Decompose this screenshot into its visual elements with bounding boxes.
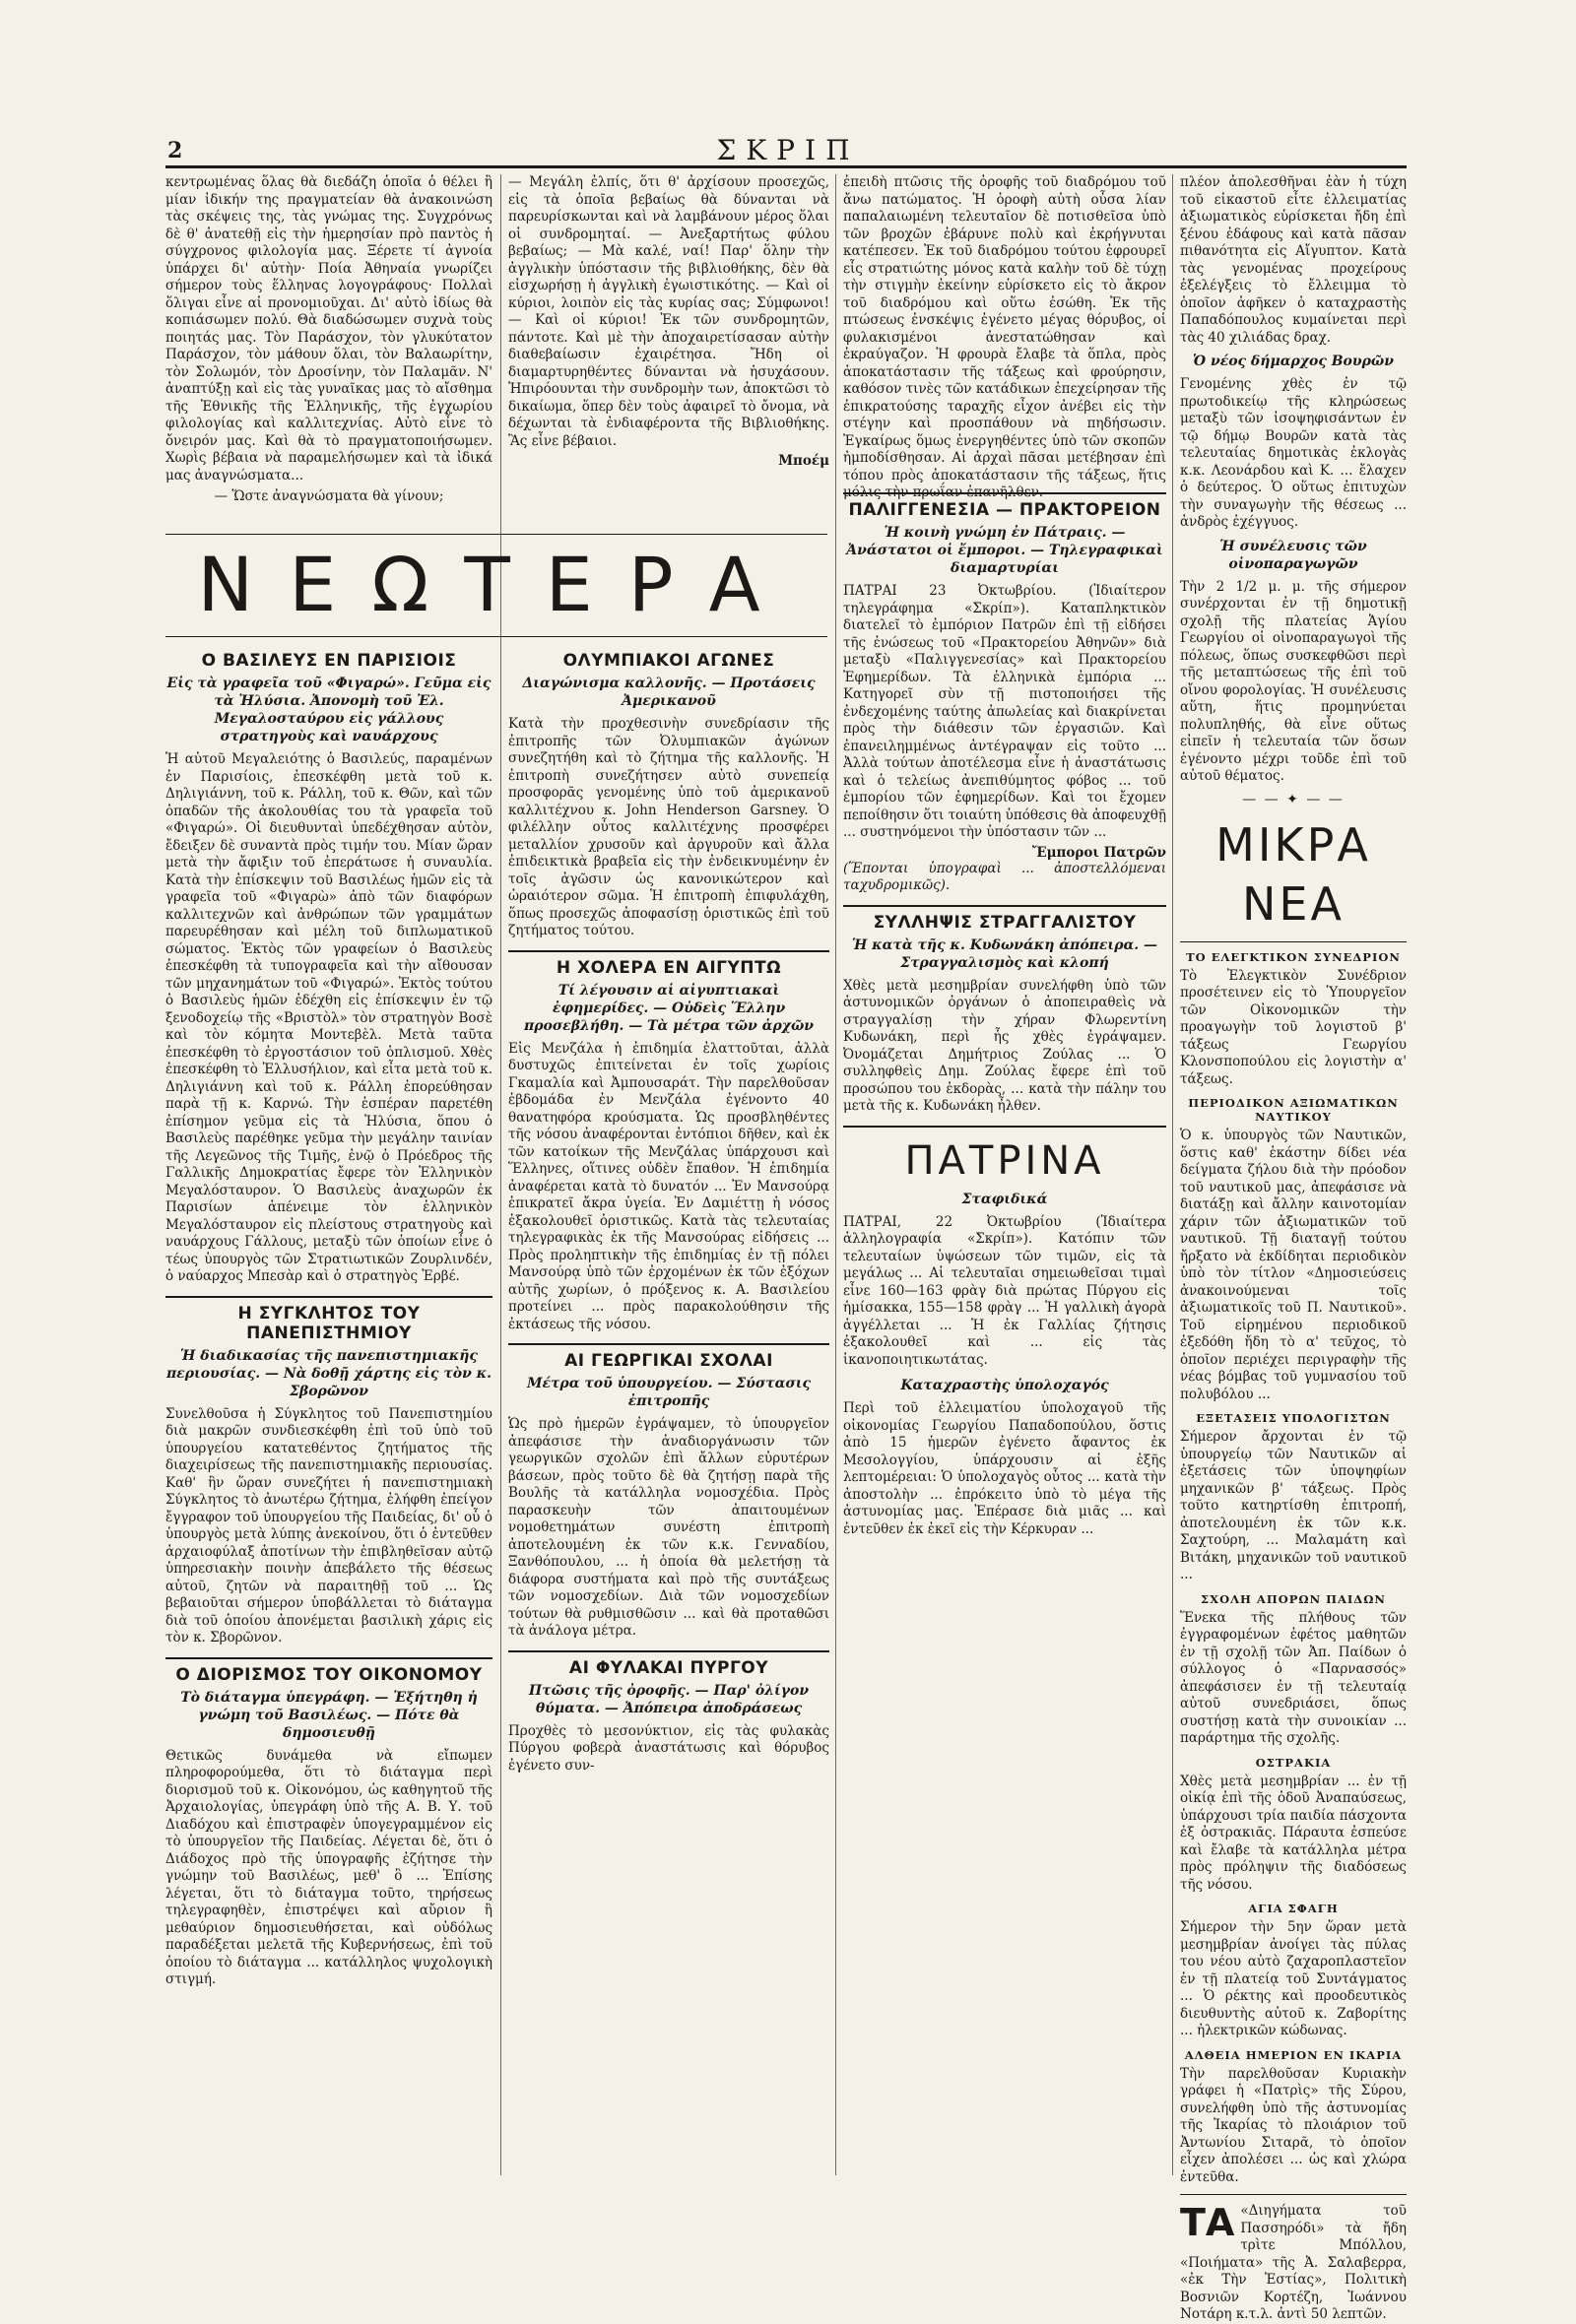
article-body: Συνελθοῦσα ἡ Σύγκλητος τοῦ Πανεπιστημίου διὰ μακρῶν συνδιεσκέφθη ἐπὶ τοῦ ὑπὸ τοῦ ὑπουργείου κατατεθέντος ζητήματος τῆς διαχειρίσεως τῆς πανεπιστημιακῆς περιουσίας. Καθ' ἣν ὥραν συνεζήτει ἡ πανεπιστημιακὴ Σύγκλητος τὸ ἀνωτέρω ζήτημα, ἐλήφθη ἐπείγον ἔγγραφον τοῦ ὑπουργείου τῆς Παιδείας, δι' οὗ ὁ ὑπουργὸς μετὰ λύπης ἀνεκοίνου, ὅτι ὁ ἐντεῦθεν ἀρχαιοφύλαξ ἀποτίνων τὴν ἐπιβληθεῖσαν αὐτῷ ὑπηρεσιακὴν ποινὴν ἀπεβάλετο τῆς θέσεως αὐτοῦ, ζητῶν νὰ παραιτηθῇ τοῦ ... Ὡς βεβαιοῦται σήμερον ὑποβάλλεται τὸ διάταγμα διὰ τοῦ ὁποίου ἀπονέμεται βασιλικὴ χάρις εἰς τὸν κ. Σβορῶνον. — [165, 1405, 492, 1646]
page-number: 2 — [167, 138, 183, 163]
top-continued-col1 — [165, 174, 492, 524]
advertisement — [1180, 2203, 1407, 2324]
item-heading: ΠΕΡΙΟΔΙΚΟΝ ΑΞΙΩΜΑΤΙΚΩΝ ΝΑΥΤΙΚΟΥ — [1188, 1096, 1399, 1124]
item-heading: ΟΣΤΡΑΚΙΑ — [1255, 1755, 1332, 1770]
column-3 — [843, 483, 1166, 2176]
article-body: ΠΑΤΡΑΙ, 22 Ὀκτωβρίου (Ἰδιαίτερα ἀλληλογραφία «Σκρίπ»). Κατόπιν τῶν τελευταίων ὑψώσεων τῶν τιμῶν, εἰς τὰ μεγάλως ... Αἱ τελευταῖαι σημειωθεῖσαι τιμαὶ εἶνε 160—163 φρὰγ διὰ πρώτας Πύργου εἰς ἡμίσακκα, 155—158 φρὰγ ... Ἡ γαλλικὴ ἀγορὰ ἀγγέλλεται ... Ἡ ἐκ Γαλλίας ζήτησις ἐξακολουθεῖ καὶ ... εἰς τὰς ἱκανοποιητικωτάτας. — [843, 1213, 1166, 1368]
section-rule — [843, 1126, 1166, 1128]
section-rule — [508, 950, 829, 952]
signature: Μποέμ — [778, 453, 829, 469]
column-divider — [835, 174, 836, 2175]
banner-title: ΝΕΩΤΕΡΑ — [197, 541, 796, 628]
article-body: Γενομένης χθὲς ἐν τῷ πρωτοδικείῳ τῆς κληρώσεως μεταξὺ τῶν ἰσοψηφισάντων ἐν τῷ δήμῳ Βουρῶν κατὰ τὰς τελευταίας δημοτικὰς ἐκλογὰς κ.κ. Λεονάρδου καὶ Κ. ... ἔλαχεν ὁ δεύτερος. Ὁ οὕτως ἐπιτυχὼν τὴν συναγωγὴν τῆς θέσεως ... ἀνδρὸς ἐχέγγυος. — [1180, 376, 1407, 530]
item-body: Τὴν παρελθοῦσαν Κυριακὴν γράφει ἡ «Πατρὶς» τῆς Σύρου, συνελήφθη ὑπὸ τῆς ἀστυνομίας τῆς Ἰκαρίας τὸ πλοιάριον τοῦ Ἀντωνίου Σιταρᾶ, τὸ ὁποῖον εἶχεν ἀπολέσει ... ὡς καὶ χλώρα ἐντεῦθα. — [1180, 2065, 1407, 2185]
item-heading: ΣΧΟΛΗ ΑΠΟΡΩΝ ΠΑΙΔΩΝ — [1201, 1591, 1386, 1606]
article-body: ΠΑΤΡΑΙ 23 Ὀκτωβρίου. (Ἰδιαίτερον τηλεγράφημα «Σκρίπ»). Καταπληκτικὸν διατελεῖ τὸ ἐμπόριον Πατρῶν ἐπὶ τῇ εἰδήσει τῆς ἐνώσεως τοῦ «Πρακτορείου Ἀθηνῶν» διὰ μεταξὺ «Παλιγγενεσίας» καὶ Πρακτορείου Ἐφημερίδων. Τὰ ἐλληνικὰ ἐμπόρια ... Κατηγορεῖ σὺν τῇ πιστοποιήσει τῆς ἐνδεχομένης ταύτης ἀπωλείας καὶ διακρίνεται πρὸς τὴν διάθεσιν τῶν ἐργασιῶν. Καὶ ἐπανειλημμένως ἀντέγραψαν εἰς τοῦτο ... Ἀλλὰ τούτων ἀποτέλεσμα εἶνε ἡ ἀναστάτωσις καὶ ὁ τελείως ἀνεπιθύμητος φόβος ... τοῦ ἐμπορίου τῶν ἐφημερίδων. Καὶ τοι ἔχομεν πεποίθησιν ὅτι τοιαύτη ὑπόθεσις θὰ ἀποφευχθῇ ... συστηνόμενοι τὴν ὑπόστασιν τῶν ... — [843, 583, 1167, 840]
article-body: Τὴν 2 1/2 μ. μ. τῆς σήμερον συνέρχονται ἐν τῇ δημοτικῇ σχολῇ τῆς πλατείας Ἁγίου Γεωργίου οἱ οἰνοπαραγωγοὶ τῆς πόλεως, ὅπως συσκεφθῶσι περὶ τῆς μεταπτώσεως τῆς ἐπὶ τοῦ οἴνου φορολογίας. Ἡ συνέλευσις αὕτη, ἥτις προμηνύεται πολυπληθής, θὰ εἶνε οὕτως εἰπεῖν ἡ τελευταία τῶν ὅσων ἐγένοντο μέχρι τοῦδε ἐπὶ τοῦ αὐτοῦ θέματος. — [1180, 578, 1407, 784]
section-rule — [508, 1650, 829, 1652]
article-note: (Ἕπονται ὑπογραφαὶ ... ἀποστελλόμεναι ταχυδρομικῶς). — [843, 860, 1166, 893]
section-rule — [843, 905, 1166, 907]
ad-drop-cap: ΤΑ — [1180, 2201, 1235, 2244]
section-rule — [165, 1657, 492, 1659]
continued-text: κεντρωμένας ὅλας θὰ διεδάζη ὁποῖα ὁ θέλει ἢ μίαν ἰδικήν της πραγματείαν θὰ ἀνακοινώση τὰς σκέψεις της, τὰς γνώμας της. Συγχρόνως δὲ θ' ἀνατεθῇ εἰς τὴν ἡμερησίαν πρὸ παντὸς ἡ σύγχρονος φιλολογία μας. Ξέρετε τί ἀγνοία ὑπάρχει δι' αὐτὴν· Ποία Ἀθηναία γνωρίζει σήμερον τοὺς ἕλληνας λογογράφους· Πολλαὶ ὅλιγαι εἶνε αἱ προνομιοῦχαι. Δι' αὐτὸ ἰδίως θὰ κοπιάσωμεν πολύ. Θὰ διαδώσωμεν συχνὰ τοὺς ποιητάς μας. Τὸν Παράσχον, τὸν γλυκύτατον Παράσχον, τὸν μάθουν ὅλαι, τὸν Βαλαωρίτην, τὸν Σολωμόν, τὸν Δροσίνην, τὸν Παλαμᾶν. Ν' ἀναπτύξῃ καὶ εἰς τὰς γυναῖκας μας τὸ αἴσθημα τῆς Ἐθνικῆς τῆς Ἑλληνικῆς, τῆς ἐγχωρίου φιλολογίας καὶ καλλιτεχνίας. Αὐτὸ εἶνε τὸ ὄνειρόν μας. Καὶ θὰ τὸ πραγματοποιήσωμεν. Χωρὶς βέβαια νὰ παραμελήσωμεν καὶ τὰ ἰδικά μας ἀναγνώσματα... — [165, 174, 492, 484]
item-body: Τὸ Ἐλεγκτικὸν Συνέδριον προσέτεινεν εἰς τὸ Ὑπουργεῖον τῶν Οἰκονομικῶν τὴν προαγωγὴν τοῦ λογιστοῦ β' τάξεως Γεωργίου Κλονσποπούλου εἰς λογιστὴν α' τάξεως. — [1180, 967, 1407, 1087]
header-rule — [165, 165, 1407, 168]
article-body: Περὶ τοῦ ἐλλειματίου ὑπολοχαγοῦ τῆς οἰκονομίας Γεωργίου Παπαδοπούλου, ὅστις ἀπὸ 15 ἡμερῶν ἐγένετο ἄφαντος ἐκ Μεσολογγίου, ὑπάρχουσιν αἱ ἑξῆς λεπτομέρειαι: Ὁ ὑπολοχαγὸς οὗτος ... κατὰ τὴν ἀποστολὴν ... ἐπρόκειτο ὑπὸ τὸ μέγα τῆς ἀστυνομίας μας. Ἐπέρασε διὰ μιᾶς ... καὶ ἐντεῦθεν ἐκ ἐκεῖ εἰς τὴν Κέρκυραν ... — [843, 1400, 1166, 1537]
item-body: Ὁ κ. ὑπουργὸς τῶν Ναυτικῶν, ὅστις καθ' ἑκάστην δίδει νέα δείγματα ζήλου διὰ τὴν πρόοδον τοῦ ναυτικοῦ μας, ἀπεφάσισε νὰ διατάξῃ καὶ ἄλλην καινοτομίαν χάριν τῶν ἀξιωματικῶν τοῦ ναυτικοῦ. Τῇ διαταγῇ τούτου ἤρξατο νὰ ἐκδίδηται περιοδικὸν ὑπὸ τὸν τίτλον «Δημοσιεύσεις ἀνακοινούμεναι τοῖς ἀξιωματικοῖς τοῦ Π. Ναυτικοῦ». Τοῦ εἰρημένου περιοδικοῦ ἐξεδόθη ἤδη τὸ α' τεῦχος, τὸ ὁποῖον περιέχει περιγραφὴν τῆς νέας βόμβας τοῦ γυμνασίου τοῦ πολυβόλου ... — [1180, 1128, 1407, 1402]
news-banner — [165, 530, 827, 640]
article-body: Χθὲς μετὰ μεσημβρίαν συνελήφθη ὑπὸ τῶν ἀστυνομικῶν ὀργάνων ὁ ἀποπειραθεὶς νὰ στραγγαλίσῃ τὴν χήραν Φλωρεντίνη Κυδωνάκη, περὶ ἧς χθὲς ἐγράψαμεν. Ὀνομάζεται Δημήτριος Ζούλας ... Ὁ συλληφθεὶς Δημ. Ζούλας ἔφερε ἐπὶ τοῦ προσώπου του ἐκδορὰς, ... κατὰ τὴν πάλην του μετὰ τῆς κ. Κυδωνάκη ἦλθεν. — [843, 977, 1166, 1114]
article-subheading: Ὁ νέος δήμαρχος Βουρῶν — [1193, 354, 1394, 369]
article-body: Κατὰ τὴν προχθεσινὴν συνεδρίασιν τῆς ἐπιτροπῆς τῶν Ὀλυμπιακῶν ἀγώνων συνεζητήθη καὶ τὸ ζήτημα τῆς καλλονῆς. Ἡ ἐπιτροπὴ συνεζήτησεν αὐτὸ συνεπείᾳ προσφορᾶς γενομένης ὑπὸ τοῦ ἀμερικανοῦ καλλιτέχνου κ. John Henderson Garsney. Ὁ φιλέλλην οὗτος καλλιτέχνης προσφέρει μεταλλίον χρυσοῦν καὶ ἀργυροῦν καὶ ἄλλα ἐπιδεικτικὰ βραβεῖα εἰς τὴν ἐνδεικνυμένην ἐν τοῖς ἀγῶσιν ὡς κανονικώτερον καὶ ὡραιότερον σῶμα. Ἡ ἐπιτροπὴ ἐπιφυλάχθη, ὅπως προσεχῶς ἀποφασίσῃ ὁριστικῶς ἐπὶ τοῦ ζητήματος τούτου. — [508, 716, 829, 938]
ornament-divider: — — ✦ — — — [1242, 791, 1345, 807]
masthead: ΣΚΡΙΠ — [716, 134, 860, 166]
page-header — [0, 0, 1576, 172]
item-heading: ΑΛΘΕΙΑ ΗΜΕΡΙΟΝ ΕΝ ΙΚΑΡΙΑ — [1184, 2047, 1403, 2062]
ad-text: «Διηγήματα τοῦ Πασσηρόδι» τὰ ἤδη τρὶτε Μπόλλου, «Ποιήματα» τῆς Ἀ. Σαλαβερρα, «ἐκ Τὴν Ἐστίας», Πολιτικὴ Βοσνιῶν Κορτέζη, Ἰωάννου Νοτάρη κ.τ.λ. ἀντὶ 50 λεπτῶν. — [1180, 2203, 1407, 2322]
article-subheading: Ἡ συνέλευσις τῶν οἰνοπαραγωγῶν — [1219, 538, 1367, 572]
article-subheading: Σταφιδικά — [961, 1191, 1048, 1207]
top-continued-col2 — [508, 174, 829, 524]
section-rule — [1180, 2194, 1407, 2195]
article-heading: Ο ΔΙΟΡΙΣΜΟΣ ΤΟΥ ΟΙΚΟΝΟΜΟΥ — [175, 1664, 483, 1685]
article-subheading: Μέτρα τοῦ ὑπουργείου. — Σύστασις ἐπιτροπῆς — [526, 1376, 811, 1409]
article-body: πλέον ἀπολεσθῆναι ἐὰν ἡ τύχη τοῦ εἰκαστοῦ εἶτε ἐλλειματίας ἀξιωματικὸς εὑρίσκεται ἤδη ἐπὶ ξένου ἐδάφους καὶ κατὰ πᾶσαν πιθανότητα εἰς Αἴγυπτον. Κατὰ τὰς γενομένας προχείρους ἐξελέγξεις τὸ ἔλλειμμα τὸ ὁποῖον ἀφῆκεν ὁ καταχραστὴς Παπαδόπουλος κυμαίνεται περὶ τὰς 40 χιλιάδας δραχ. — [1180, 174, 1407, 346]
continued-text: ἐπειδὴ πτῶσις τῆς ὀροφῆς τοῦ διαδρόμου τοῦ ἄνω πατώματος. Ἡ ὀροφὴ αὐτὴ οὖσα λίαν παπαλαιωμένη τελευταῖον δὲ ποτισθεῖσα ὑπὸ τῶν βροχῶν ἐβάρυνε πολὺ καὶ ἐκρήγνυται κατέπεσεν. Ἐκ τοῦ διαδρόμου τούτου ἐφρουρεῖ εἷς στρατιώτης μόνος κατὰ καλὴν τοῦ δὲ τύχῃ τὴν στιγμὴν ἐκείνην εὑρίσκετο εἰς τὸ ἄκρον τοῦ διαδρόμου καὶ οὕτω ἐσώθη. Ἐκ τῆς πτώσεως ἐνσκέψις ἐγένετο μέγας θόρυβος, οἱ φυλακισμένοι ἀνεστατώθησαν καὶ ἐκραύγαζον. Ἡ φρουρὰ ἔλαβε τὰ ὅπλα, πρὸς ἀποκατάστασιν τῆς τάξεως καὶ φρούρησιν, καθόσον τινὲς τῶν κατάδικων ἐπεχείρησαν τῆς ἐπικρατούσης ταραχῆς εἶχον ἀνέβει εἰς τὴν στέγην καὶ προσπάθουν νὰ πηδήσωσιν. Ἐγκαίρως ὅμως ἐνεργηθέντες ὑπὸ τῶν σκοπῶν ἠμποδίσθησαν. Αἱ ἀρχαὶ πᾶσαι μετέβησαν ἐπὶ τόπου πρὸς ἀποκατάστασιν τῆς τάξεως, ἥτις μόλις τὴν πρωΐαν ἐπανῆλθεν. — [843, 174, 1166, 500]
column-divider — [500, 174, 501, 2175]
item-body: Σήμερον τὴν 5ην ὥραν μετὰ μεσημβρίαν ἀνοίγει τὰς πύλας του νέου αὐτὸ ζαχαροπλαστεῖον ἐν τῇ πλατείᾳ τοῦ Συντάγματος ... Ὁ ρέκτης καὶ προοδευτικὸς διευθυντὴς αὐτοῦ κ. Ζαβορίτης ... ἠλεκτρικῶν κώδωνας. — [1180, 1919, 1407, 2038]
article-subheading: Ἡ κοινὴ γνώμη ἐν Πάτραις. — Ἀνάστατοι οἱ ἔμποροι. — Τηλεγραφικαὶ διαμαρτυρίαι — [846, 525, 1163, 576]
article-subheading: Τὸ διάταγμα ὑπεγράφη. — Ἐξήτηθη ἡ γνώμη τοῦ Βασιλέως. — Πότε θὰ δημοσιευθῇ — [180, 1689, 478, 1741]
column-1 — [165, 645, 492, 2176]
article-body: Ὡς πρὸ ἡμερῶν ἐγράψαμεν, τὸ ὑπουργεῖον ἀπεφάσισε τὴν ἀναδιοργάνωσιν τῶν γεωργικῶν σχολῶν ἐπὶ ἄλλων εὐρυτέρων βάσεων, πρὸς τοῦτο δὲ θὰ ζητήσῃ παρὰ τῆς Βουλῆς τὰ κατάλληλα νομοσχέδια. Πρὸς παρασκευὴν τῶν ἀπαιτουμένων νομοθετημάτων συνέστη ἐπιτροπὴ ἀποτελουμένη ἐκ τῶν κ.κ. Γενναδίου, Ξανθόπουλου, ... ἡ ὁποία θὰ μελετήσῃ τὰ διάφορα συστήματα καὶ πρὸ τῆς συντάξεως τῶν νομοσχεδίων. Διὰ τῶν νομοσχεδίων τούτων θὰ ρυθμισθῶσιν ... καὶ θὰ προταθῶσι τὰ ἀνάλογα μέτρα. — [508, 1416, 829, 1639]
article-heading: Ο ΒΑΣΙΛΕΥΣ ΕΝ ΠΑΡΙΣΙΟΙΣ — [201, 651, 457, 671]
item-body: Χθὲς μετὰ μεσημβρίαν ... ἐν τῇ οἰκίᾳ ἐπὶ τῆς ὁδοῦ Ἀναπαύσεως, ὑπάρχουσι τρία παιδία πάσχοντα ἐξ ὀστρακιᾶς. Πάραυτα ἐσπεύσε καὶ ἔλαβε τὰ κατάλληλα μέτρα πρὸς πρόληψιν τῆς διαδόσεως τῆς νόσου. — [1180, 1773, 1407, 1893]
banner-rule-bottom — [165, 636, 827, 637]
article-heading: ΣΥΛΛΗΨΙΣ ΣΤΡΑΓΓΑΛΙΣΤΟΥ — [873, 912, 1137, 933]
article-subheading: Εἰς τὰ γραφεῖα τοῦ «Φιγαρώ». Γεῦμα εἰς τὰ Ἠλύσια. Ἀπονομὴ τοῦ Ἐλ. Μεγαλοσταύρου εἰς γάλλους στρατηγοὺς καὶ ναυάρχους — [166, 676, 492, 744]
article-subheading: Διαγώνισμα καλλονῆς. — Προτάσεις Ἀμερικανοῦ — [522, 676, 816, 709]
continued-text-end: — Ὥστε ἀναγνώσματα θὰ γίνουν; — [214, 488, 444, 504]
item-heading: ΤΟ ΕΛΕΓΚΤΙΚΟΝ ΣΥΝΕΔΡΙΟΝ — [1186, 949, 1401, 964]
article-body: Εἰς Μενζάλα ἡ ἐπιδημία ἐλαττοῦται, ἀλλὰ δυστυχῶς ἐπιτείνεται ἐν τοῖς χωρίοις Γκαμαλία καὶ Ἀμπουσαράτ. Τὴν παρελθοῦσαν ἑβδομάδα ἐν Μενζάλα ἐγένοντο 40 θανατηφόρα κρούσματα. Ὡς προσβληθέντες τῆς νόσου ἀναφέρονται ἐντόπιοι δῆθεν, καὶ ἐκ τῶν κατοίκων τῆς Μενζάλας ὑπάρχουσι καὶ Ἕλληνες, οἵτινες οὐδὲν ἔπαθον. Ἡ ἐπιδημία ἀναφέρεται κατὰ τὸ δυνατόν ... Ἐν Μανσούρᾳ ἐπικρατεῖ ἄκρα ὑγεία. Ἐν Δαμιέττῃ ἡ νόσος ἐξακολουθεῖ ὁριστικῶς. Κατὰ τὰς τελευταίας τηλεγραφικὰς ἐκ τῆς Μανσούρας εἰδήσεις ... Πρὸς προληπτικὴν τῆς ἐπιδημίας ἐν τῇ πόλει Μανσούρᾳ ὑπὸ τῶν ἐρχομένων ἐκ τῶν ἐξόχων αὐτῆς χωρίων, ὁ πρόξενος κ. Α. Βασιλείου προτείνει ... πρὸς παρακολούθησιν τῆς ἐκτάσεως τῆς νόσου. — [508, 1040, 829, 1332]
column-divider — [1172, 174, 1173, 2175]
item-body: Σήμερον ἄρχονται ἐν τῷ ὑπουργείῳ τῶν Ναυτικῶν αἱ ἐξετάσεις τῶν ὑποψηφίων μηχανικῶν β' τάξεως. Πρὸς τοῦτο κατηρτίσθη ἐπιτροπή, ἀποτελουμένη ἐκ τῶν κ.κ. Σαχτούρη, ... Μαλαμάτη καὶ Βιτάκη, μηχανικῶν τοῦ ναυτικοῦ ... — [1180, 1429, 1407, 1582]
article-body: Ἡ αὐτοῦ Μεγαλειότης ὁ Βασιλεύς, παραμένων ἐν Παρισίοις, ἐπεσκέφθη μετὰ τοῦ κ. Δηλιγιάννη, τοῦ κ. Ράλλη, τοῦ κ. Θῶν, καὶ τῶν ὀπαδῶν τῆς ἀκολουθίας του τὰ γραφεῖα τοῦ «Φιγαρώ». Οἱ διευθυνταὶ ὑπεδέχθησαν αὐτὸν, ἔδειξεν δὲ συναντὰ πρὸς τιμήν του. Μίαν ὥραν μετὰ τὴν ἄφιξιν τοῦ ἐπεράτωσε ἡ συναυλία. Κατὰ τὴν ἐπίσκεψιν τοῦ Βασιλέως ἡμῶν εἰς τὰ γραφεῖα τοῦ «Φιγαρὼ» ἀπὸ τῶν διαφόρων καλλιτεχνῶν καὶ ἀνθρώπων τῶν γραμμάτων παρευρέθησαν καὶ μέλη τοῦ διπλωματικοῦ σώματος. Ἐκτὸς τῶν γραφείων ὁ Βασιλεὺς ἐπεσκέφθη τὰ τυπογραφεῖα καὶ τὴν αἴθουσαν τῶν μηχανημάτων τοῦ «Φιγαρώ». Ἐκτὸς τούτου ὁ Βασιλεὺς ἡμῶν ἐδέχθη εἰς ἐπίσκεψιν ἐν τῷ ξενοδοχείῳ τῆς «Βριστὸλ» τὸν στρατηγὸν Βοσὲ καὶ τὸν κόμητα Μοντεβὲλ. Μετὰ ταῦτα ἐπεσκέφθη τὸ ἐργοστάσιον τοῦ ὁπλισμοῦ. Χθὲς ἐπεσκέφθη τὸ Ἐλλυσήλιον, καὶ εἶτα μετὰ τοῦ κ. Δηλιγιάννη καὶ τοῦ κ. Ράλλη ἐπορεύθησαν παρὰ τῇ κ. Καρνώ. Τὴν ἑσπέραν παρετέθη ἐπίσημον γεῦμα εἰς τὰ Ἠλύσια, ὅπου ὁ Βασιλεὺς παρέθηκε γεῦμα τὴν μεγάλην ταινίαν τῆς Λεγεῶνος τῆς Τιμῆς, ἐνῷ ὁ Πρόεδρος τῆς Γαλλικῆς Δημοκρατίας ἔφερε τὸν Ἑλληνικὸν Μεγαλόσταυρον. Ὁ Βασιλεὺς ἀναχωρῶν ἐκ Παρισίων ἀπένειμε τὸν ἑλληνικὸν Μεγαλόσταυρον εἰς πλείστους στρατηγοὺς καὶ ναυάρχους Γάλλους, μεταξὺ τῶν ὁποίων εἶνε ὁ τέως ὑπουργὸς τῶν Στρατιωτικῶν Ζουρλινδέν, ὁ ναύαρχος Μπεσὰρ καὶ ὁ στρατηγὸς Ἐρβέ. — [165, 751, 492, 1284]
column-2 — [508, 645, 829, 2176]
section-rule — [165, 1296, 492, 1298]
signature: Ἔμποροι Πατρῶν — [1031, 844, 1166, 861]
section-rule — [1180, 941, 1407, 942]
article-heading: Η ΧΟΛΕΡΑ ΕΝ ΑΙΓΥΠΤΩ — [556, 957, 782, 978]
article-heading: ΑΙ ΦΥΛΑΚΑΙ ΠΥΡΓΟΥ — [568, 1657, 769, 1678]
article-body: Θετικῶς δυνάμεθα νὰ εἴπωμεν πληροφορούμεθα, ὅτι τὸ διάταγμα περὶ διορισμοῦ τοῦ κ. Οἰκονόμου, ὡς καθηγητοῦ τῆς Ἀρχαιολογίας, ὑπεγράφη ὑπὸ τῆς Α. Β. Υ. τοῦ Διαδόχου καὶ ἐπιστραφὲν ὑπογεγραμμένον εἰς τὸ ὑπουργεῖον τῆς Παιδείας. Λέγεται δὲ, ὅτι ὁ Διάδοχος πρὸ τῆς ὑπογραφῆς ἐζήτησε τὴν γνώμην τοῦ Βασιλέως, μεθ' ὃ ... Ἐπίσης λέγεται, ὅτι τὸ διάταγμα τοῦτο, τηρήσεως τηλεγραφηθὲν, ἐπιστρέψει καὶ αὔριον ἢ μεθαύριον δημοσιευθήσεται, καὶ οὐδόλως παραδέξεται μελετᾶ τῆς Κυβερνήσεως, ἐπὶ τοῦ ὁποίου τὸ διάταγμα ... κατάλληλος ψυχολογικὴ στιγμή. — [165, 1747, 492, 1987]
column-4 — [1180, 174, 1407, 2322]
section-title-mikra-nea: ΜΙΚΡΑ ΝΕΑ — [1215, 817, 1371, 931]
article-body: Προχθὲς τὸ μεσονύκτιον, εἰς τὰς φυλακὰς Πύργου φοβερὰ ἀναστάτωσις καὶ θόρυβος ἐγένετο συν- — [508, 1722, 829, 1774]
article-heading: ΠΑΛΙΓΓΕΝΕΣΙΑ — ΠΡΑΚΤΟΡΕΙΟΝ — [848, 500, 1161, 520]
item-heading: ΑΓΙΑ ΣΦΑΓΗ — [1248, 1902, 1339, 1915]
section-title-patrina: ΠΑΤΡΙΝΑ — [904, 1137, 1105, 1184]
article-heading: ΑΙ ΓΕΩΡΓΙΚΑΙ ΣΧΟΛΑΙ — [564, 1351, 773, 1371]
section-rule — [508, 1343, 829, 1345]
item-heading: ΕΞΕΤΑΣΕΙΣ ΥΠΟΛΟΓΙΣΤΩΝ — [1196, 1411, 1391, 1425]
top-continued-col3 — [843, 174, 1166, 524]
article-heading: ΟΛΥΜΠΙΑΚΟΙ ΑΓΩΝΕΣ — [562, 651, 775, 671]
section-rule — [843, 492, 1166, 494]
article-subheading: Πτῶσις τῆς ὀροφῆς. — Παρ' ὀλίγον θύματα. — Ἀπόπειρα ἀποδράσεως — [528, 1682, 810, 1716]
item-body: Ἕνεκα τῆς πλήθους τῶν ἐγγραφομένων ἐφέτος μαθητῶν ἐν τῇ σχολῇ τῶν Ἀπ. Παίδων ὁ σύλλογος ὁ «Παρνασσός» ἀπεφάσισεν ἐν τῇ τελευταίᾳ αὐτοῦ συνεδριάσει, ὅπως συστήσῃ κατὰ τὴν συνοικίαν ... παράρτημα τῆς σχολῆς. — [1180, 1609, 1407, 1746]
article-subheading: Καταχραστὴς ὑπολοχαγός — [900, 1378, 1109, 1393]
article-subheading: Ἡ κατὰ τῆς κ. Κυδωνάκη ἀπόπειρα. — Στραγγαλισμὸς καὶ κλοπή — [851, 936, 1158, 971]
article-subheading: Τί λέγουσιν αἱ αἰγυπτιακαὶ ἐφημερίδες. — Οὐδεὶς Ἕλλην προσεβλήθη. — Τὰ μέτρα τῶν ἀρχῶν — [523, 982, 815, 1034]
article-heading: Η ΣΥΓΚΛΗΤΟΣ ΤΟΥ ΠΑΝΕΠΙΣΤΗΜΙΟΥ — [237, 1303, 421, 1343]
continued-text: — Μεγάλη ἐλπίς, ὅτι θ' ἀρχίσουν προσεχῶς, εἰς τὰ ὁποῖα βεβαίως θὰ δύνανται νὰ παρευρίσκωνται καὶ νὰ λαμβάνουν μέρος ὅλαι οἱ συνδρομηταί. — Ἀνεξαρτήτως φύλου βεβαίως; — Μὰ καλέ, ναί! Παρ' ὅλην τὴν ἀγγλικὴν ὑπόστασιν τῆς βιβλιοθήκης, δὲν θὰ εἰσχωρήσῃ ἡ ἀγγλικὴ ἐγωιστικότης. — Καὶ οἱ κύριοι, λοιπὸν εἰς τὰς κυρίας σας; Σύμφωνοι! — Καὶ οἱ κύριοι! Ἐκ τῶν συνδρομητῶν, πάντοτε. Καὶ μὲ τὴν ἀποχαιρετίσασαν αὐτὴν διαθεβαίωσιν ἐχαιρέτησα. Ἤδη οἱ διαμαρτυρηθέντες δύνανται νὰ ἡσυχάσουν. Ἠπιρόουνται τὴν συνδρομὴν των, ἀποκτῶσι τὸ δικαίωμα, ὅπερ δὲν τοὺς ἀφαιρεῖ τὸ ὄνομα, νὰ δέχωνται τὰ ἐνδιαφέροντα τῆς Βιβλιοθήκης. Ἂς εἶνε βέβαιοι. — [508, 174, 829, 449]
article-subheading: Ἡ διαδικασίας τῆς πανεπιστημιακῆς περιουσίας. — Νὰ δοθῇ χάρτης εἰς τὸν κ. Σβορῶνον — [165, 1347, 492, 1399]
